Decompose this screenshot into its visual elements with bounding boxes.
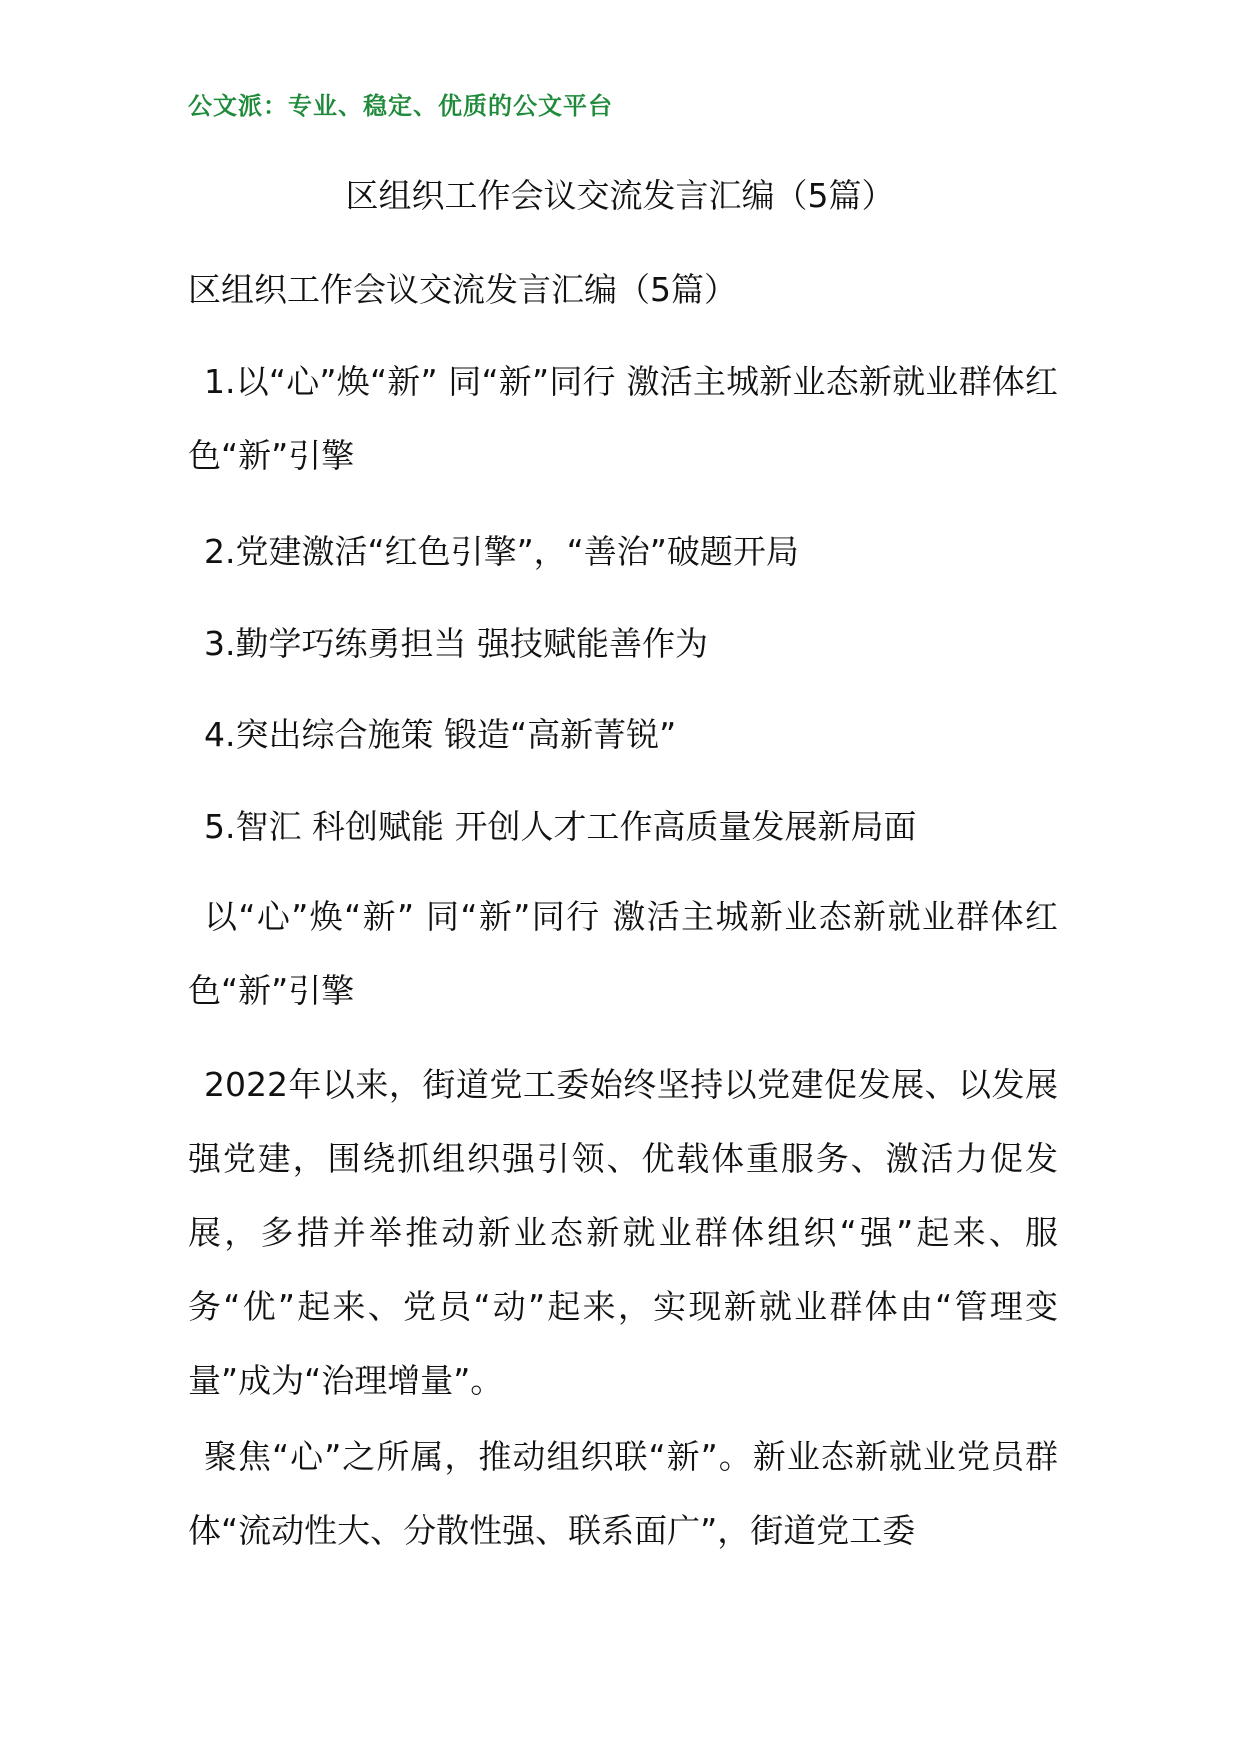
- site-banner: 公文派：专业、稳定、优质的公文平台: [188, 92, 613, 120]
- toc-item-2: 2.党建激活“红色引擎”，“善治”破题开局: [204, 532, 799, 571]
- section-title: 以“心”焕“新” 同“新”同行 激活主城新业态新就业群体红色“新”引擎: [188, 897, 1058, 1010]
- document-subtitle: 区组织工作会议交流发言汇编（5篇）: [188, 270, 737, 309]
- document-title: 区组织工作会议交流发言汇编（5篇）: [345, 176, 895, 215]
- paragraph-2: 聚焦“心”之所属，推动组织联“新”。新业态新就业党员群体“流动性大、分散性强、联系面广”，街道党工委: [188, 1437, 1058, 1550]
- toc-item-4: 4.突出综合施策 锻造“高新菁锐”: [204, 715, 677, 754]
- toc-item-5: 5.智汇 科创赋能 开创人才工作高质量发展新局面: [204, 807, 917, 846]
- paragraph-1: 2022年以来，街道党工委始终坚持以党建促发展、以发展强党建，围绕抓组织强引领、优载体重服务、激活力促发展，多措并举推动新业态新就业群体组织“强”起来、服务“优”起来、党员“动”起来，实现新就业群体由“管理变量”成为“治理增量”。: [188, 1065, 1058, 1400]
- toc-item-3: 3.勤学巧练勇担当 强技赋能善作为: [204, 624, 708, 663]
- toc-item-1: 1.以“心”焕“新” 同“新”同行 激活主城新业态新就业群体红色“新”引擎: [188, 362, 1058, 475]
